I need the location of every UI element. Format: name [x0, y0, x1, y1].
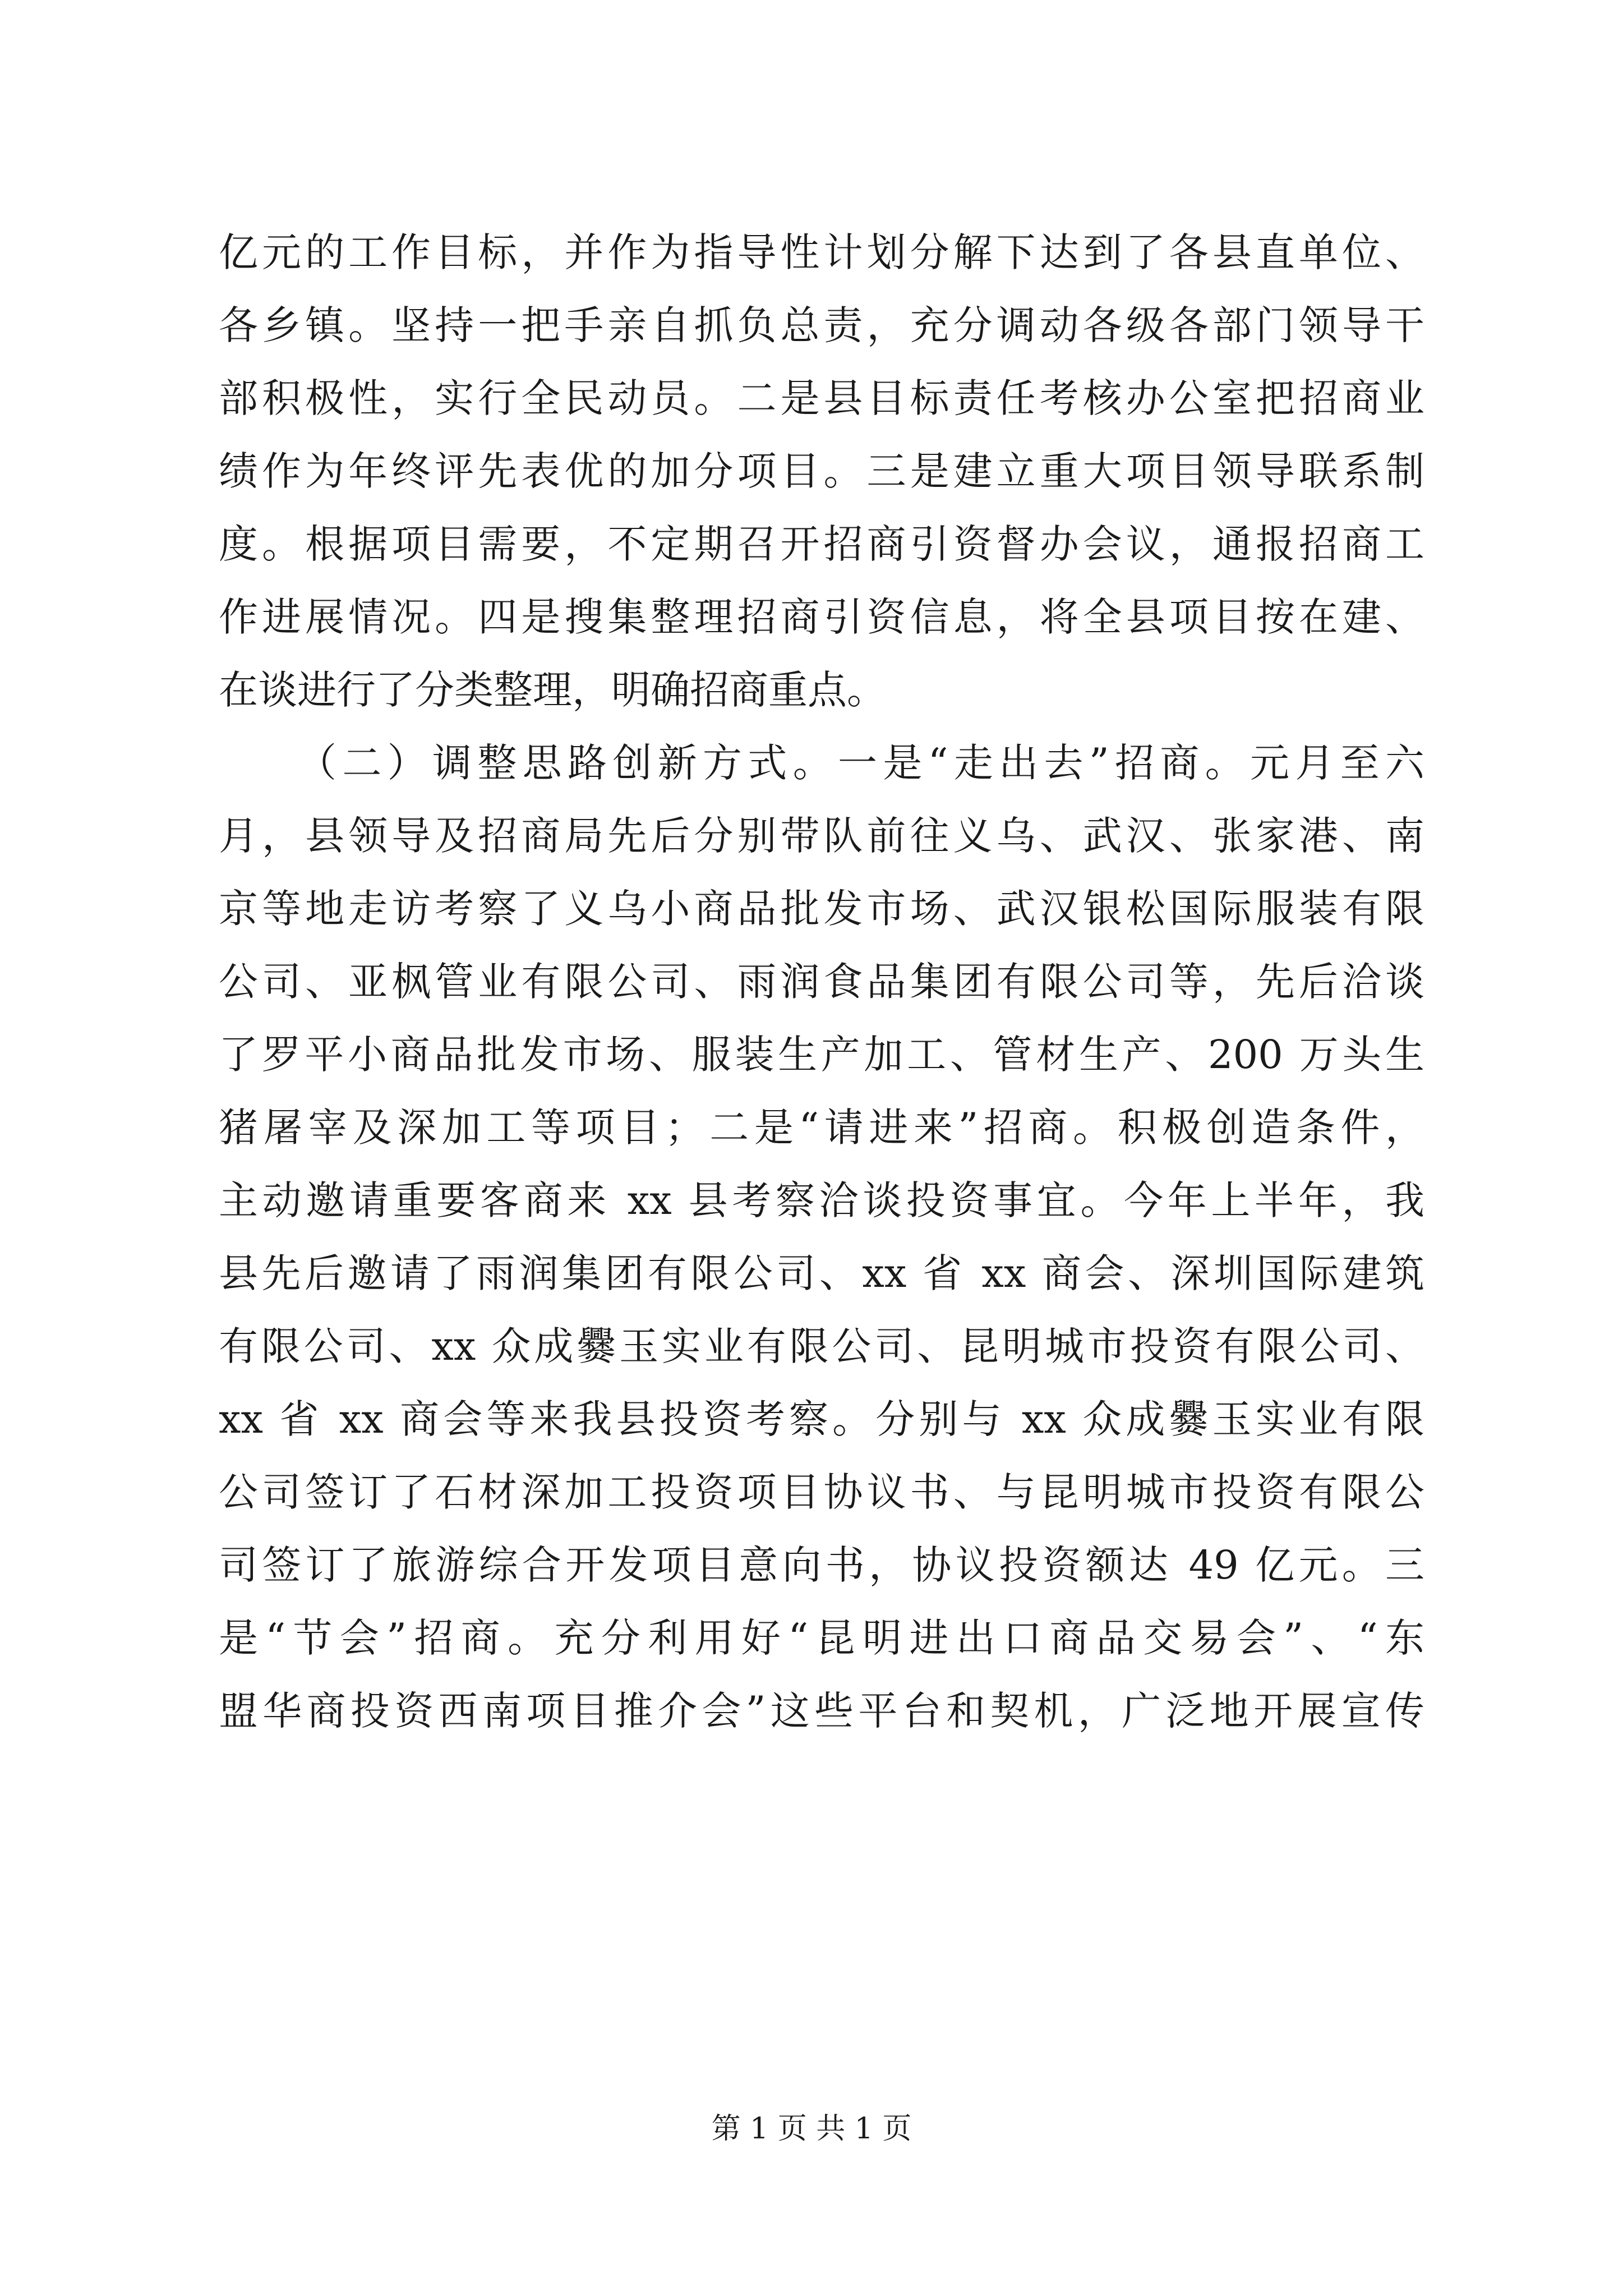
text-line: 盟华商投资西南项目推介会”这些平台和契机，广泛地开展宣传: [219, 1688, 1424, 1734]
text-line: 猪屠宰及深加工等项目；二是“请进来”招商。积极创造条件，: [219, 1105, 1424, 1151]
text-line: 度。根据项目需要，不定期召开招商引资督办会议，通报招商工: [219, 521, 1424, 567]
text-line: 绩作为年终评先表优的加分项目。三是建立重大项目领导联系制: [219, 448, 1424, 494]
text-line: 作进展情况。四是搜集整理招商引资信息，将全县项目按在建、: [219, 594, 1424, 640]
text-line: 司签订了旅游综合开发项目意向书，协议投资额达 49 亿元。三: [219, 1542, 1424, 1588]
text-line: 县先后邀请了雨润集团有限公司、xx 省 xx 商会、深圳国际建筑: [219, 1250, 1424, 1296]
text-line: 公司、亚枫管业有限公司、雨润食品集团有限公司等，先后洽谈: [219, 959, 1424, 1005]
text-line: 各乡镇。坚持一把手亲自抓负总责，充分调动各级各部门领导干: [219, 302, 1424, 348]
text-line: 在谈进行了分类整理，明确招商重点。: [219, 667, 886, 713]
text-line: 月，县领导及招商局先后分别带队前往义乌、武汉、张家港、南: [219, 813, 1424, 859]
text-line: 是“节会”招商。充分利用好“昆明进出口商品交易会”、“东: [219, 1615, 1424, 1661]
text-line: 亿元的工作目标，并作为指导性计划分解下达到了各县直单位、: [219, 229, 1424, 275]
text-line: 有限公司、xx 众成爨玉实业有限公司、昆明城市投资有限公司、: [219, 1323, 1424, 1369]
text-line: 公司签订了石材深加工投资项目协议书、与昆明城市投资有限公: [219, 1469, 1424, 1515]
text-line: 主动邀请重要客商来 xx 县考察洽谈投资事宜。今年上半年，我: [219, 1177, 1424, 1223]
text-line: xx 省 xx 商会等来我县投资考察。分别与 xx 众成爨玉实业有限: [219, 1396, 1424, 1442]
text-line: 了罗平小商品批发市场、服装生产加工、管材生产、200 万头生: [219, 1032, 1424, 1078]
paragraph-heading-line: （二）调整思路创新方式。一是“走出去”招商。元月至六: [297, 740, 1424, 786]
text-line: 京等地走访考察了义乌小商品批发市场、武汉银松国际服装有限: [219, 886, 1424, 932]
page-footer: 第 1 页 共 1 页: [711, 2112, 912, 2146]
text-line: 部积极性，实行全民动员。二是县目标责任考核办公室把招商业: [219, 375, 1424, 421]
